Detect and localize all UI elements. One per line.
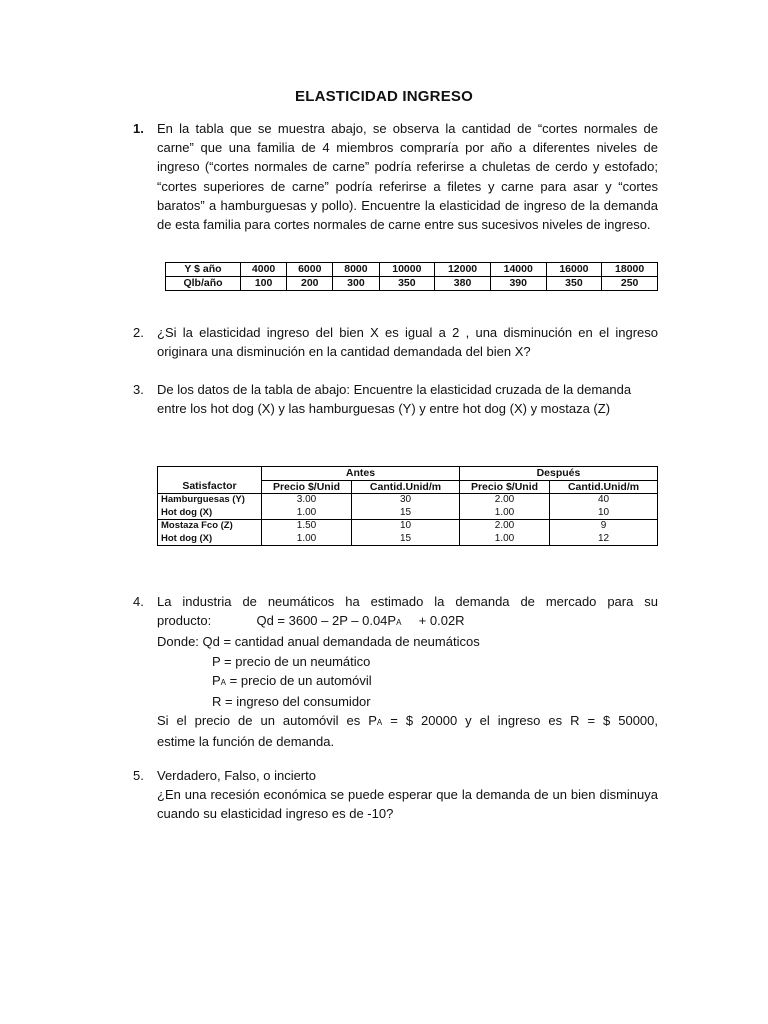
row-label: Y $ año — [166, 263, 241, 277]
table-cell: 8000 — [333, 263, 379, 277]
table-cell: 30 — [352, 494, 460, 507]
table-cell: 1.50 — [261, 520, 351, 533]
table-cell: 350 — [379, 277, 435, 291]
table-cell: 300 — [333, 277, 379, 291]
table-cell: 15 — [352, 507, 460, 520]
question-1 — [133, 119, 658, 234]
table-cell: 390 — [490, 277, 546, 291]
question-number: 4. — [133, 594, 144, 609]
subscript: A — [376, 718, 383, 728]
question-line: P = precio de un neumático — [212, 653, 371, 669]
table-header-row — [158, 480, 658, 494]
header-before: Antes — [261, 467, 459, 481]
table-row — [158, 520, 658, 533]
header-after: Después — [459, 467, 657, 481]
table-cell: 18000 — [602, 263, 658, 277]
question-line: estime la función de demanda. — [157, 734, 335, 750]
question-line — [157, 671, 658, 692]
header-price-after: Precio $/Unid — [459, 480, 549, 494]
row-label: Hot dog (X) — [158, 507, 262, 520]
table-cell: 14000 — [490, 263, 546, 277]
question-2 — [133, 323, 658, 361]
demand-equation — [157, 611, 658, 632]
table-row — [158, 494, 658, 507]
question-line: Verdadero, Falso, o incierto — [157, 768, 316, 783]
table-cell: 380 — [435, 277, 491, 291]
income-quantity-table — [165, 262, 658, 291]
table-cell: 12000 — [435, 263, 491, 277]
table-cell: 1.00 — [459, 507, 549, 520]
question-line — [157, 711, 658, 732]
table-cell: 2.00 — [459, 494, 549, 507]
row-label: Hot dog (X) — [158, 533, 262, 546]
table-cell: 200 — [287, 277, 333, 291]
definition: = precio de un automóvil — [229, 672, 372, 688]
header-satisfactor: Satisfactor — [158, 480, 262, 494]
table-cell: 40 — [550, 494, 658, 507]
header-price-before: Precio $/Unid — [261, 480, 351, 494]
question-number: 3. — [133, 382, 144, 397]
table-cell: 16000 — [546, 263, 602, 277]
row-label: Mostaza Fco (Z) — [158, 520, 262, 533]
table-cell: 1.00 — [459, 533, 549, 546]
question-text: De los datos de la tabla de abajo: Encuentre la elasticidad cruzada de la demanda entre los hot dog (X) y las hamburguesas (Y) y entre hot dog (X) y mostaza (Z) — [157, 382, 632, 417]
table-cell: 3.00 — [261, 494, 351, 507]
table-row — [158, 507, 658, 520]
question-line: La industria de neumáticos ha estimado la demanda de mercado para su — [157, 594, 658, 609]
table-header-row — [158, 467, 658, 481]
table-cell: 15 — [352, 533, 460, 546]
table-row — [166, 277, 658, 291]
header-qty-before: Cantid.Unid/m — [352, 480, 460, 494]
question-text: ¿En una recesión económica se puede esperar que la demanda de un bien disminuya cuando su elasticidad ingreso es de -10? — [157, 787, 658, 822]
table-cell: 10000 — [379, 263, 435, 277]
question-4 — [133, 592, 658, 752]
table-row — [158, 533, 658, 546]
header-qty-after: Cantid.Unid/m — [550, 480, 658, 494]
clause: Si el precio de un automóvil es P — [157, 713, 377, 729]
cross-elasticity-table — [157, 466, 658, 546]
equation-body: Qd = 3600 – 2P – 0.04P — [256, 613, 397, 629]
question-text: En la tabla que se muestra abajo, se observa la cantidad de “cortes normales de carne” que una familia de 4 miembros compraría por año a diferentes niveles de ingreso (“cortes normales de carne” podría referirse a chuletas de cerdo y estofado; “cortes superiores de carne” podría referirse a filetes y carne para asar y “cortes baratos” a hamburguesas y pollo). Encuentre la elasticidad de ingreso de la demanda de esta familia para cortes normales de carne entre sus sucesivos niveles de ingreso. — [157, 121, 658, 233]
question-number: 5. — [133, 768, 144, 783]
table-cell: 100 — [241, 277, 287, 291]
table-cell: 9 — [550, 520, 658, 533]
equation-lead: producto: — [157, 613, 212, 629]
table-cell: 1.00 — [261, 507, 351, 520]
subscript: A — [220, 677, 227, 687]
table-cell: 12 — [550, 533, 658, 546]
table-row — [166, 263, 658, 277]
table-cell: 2.00 — [459, 520, 549, 533]
table-cell: 250 — [602, 277, 658, 291]
equation-tail: + 0.02R — [418, 613, 465, 629]
table-cell: 350 — [546, 277, 602, 291]
page-title: ELASTICIDAD INGRESO — [295, 88, 473, 105]
table-cell: 6000 — [287, 263, 333, 277]
row-label: Hamburguesas (Y) — [158, 494, 262, 507]
variable: P — [212, 672, 221, 688]
row-label: Qlb/año — [166, 277, 241, 291]
question-number: 2. — [133, 325, 144, 340]
question-number: 1. — [133, 121, 144, 136]
question-3 — [133, 380, 658, 418]
question-line: Donde: Qd = cantidad anual demandada de neumáticos — [157, 634, 480, 650]
subscript: A — [396, 618, 402, 628]
table-cell: 4000 — [241, 263, 287, 277]
table-cell: 10 — [352, 520, 460, 533]
question-text: ¿Si la elasticidad ingreso del bien X es igual a 2 , una disminución en el ingreso originara una disminución en la cantidad demandada del bien X? — [157, 325, 658, 360]
clause: = $ 20000 y el ingreso es R = $ 50000, — [390, 713, 658, 729]
question-line: R = ingreso del consumidor — [212, 694, 371, 710]
table-cell: 10 — [550, 507, 658, 520]
table-cell: 1.00 — [261, 533, 351, 546]
question-5 — [133, 766, 658, 824]
